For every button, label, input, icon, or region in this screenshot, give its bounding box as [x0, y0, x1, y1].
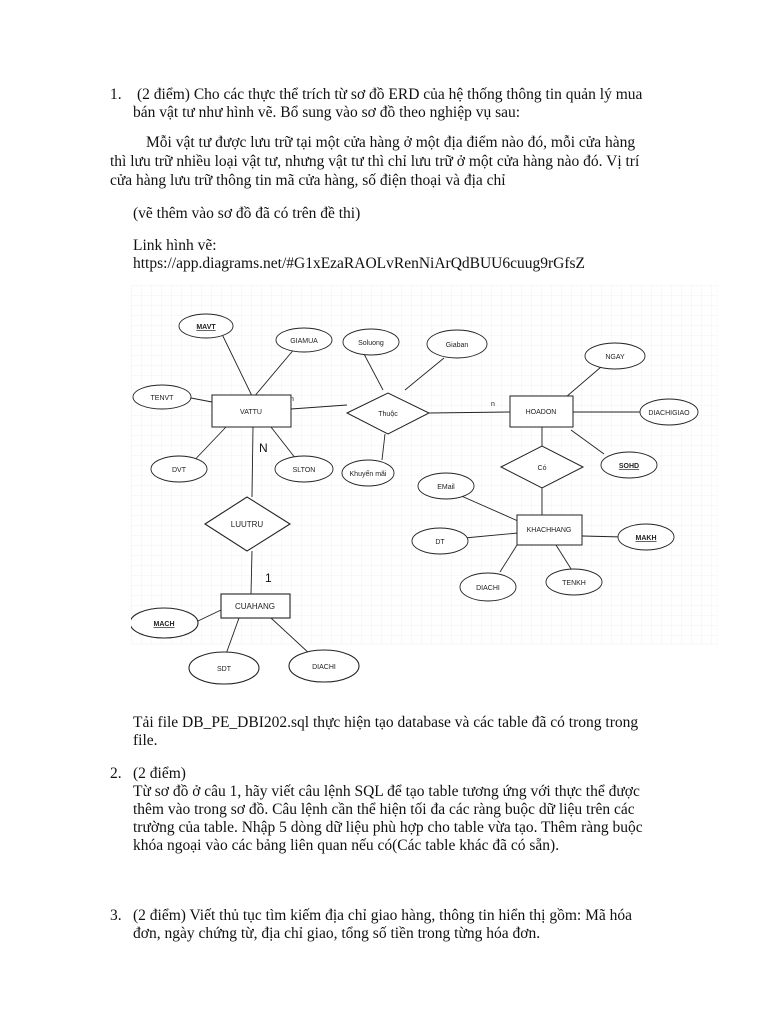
entity-hoadon[interactable]	[510, 396, 573, 427]
attribute-diachigiao-label: DIACHIGIAO	[648, 410, 690, 417]
attribute-khuyenmai-label: Khuyến mãi	[349, 471, 387, 478]
attribute-diachigiao[interactable]	[640, 399, 698, 425]
entity-hoadon-label: HOADON	[525, 409, 557, 416]
attribute-dvt[interactable]	[151, 456, 207, 482]
attribute-mach[interactable]	[131, 608, 198, 638]
attribute-diachi-kh-label: DIACHI	[476, 585, 500, 592]
cardinality-vattu-luutru: N	[259, 441, 268, 455]
diagram-note: (vẽ thêm vào sơ đồ đã có trên đề thi)	[133, 205, 361, 222]
question-2-line-2: Từ sơ đồ ở câu 1, hãy viết câu lệnh SQL để tạo table tương ứng với thực thể được	[133, 783, 640, 800]
requirement-line-3: cửa hàng lưu trữ thông tin mã cửa hàng, số điện thoại và địa chỉ	[110, 172, 506, 189]
attribute-ngay[interactable]	[585, 343, 645, 369]
attribute-sohd[interactable]	[601, 452, 657, 478]
entity-vattu[interactable]	[212, 395, 291, 427]
relationship-co-label: Có	[537, 465, 547, 472]
question-2-line-5: khóa ngoại vào các bảng liên quan nếu có(Các table khác đã có sẵn).	[133, 837, 560, 854]
question-2-line-4: trường của table. Nhập 5 dòng dữ liệu phù hợp cho table vừa tạo. Thêm ràng buộc	[133, 819, 643, 836]
question-1-line-1: (2 điểm) Cho các thực thể trích từ sơ đồ ERD của hệ thống thông tin quản lý mua	[137, 86, 643, 103]
attribute-khuyenmai[interactable]	[342, 460, 394, 486]
attribute-soluong[interactable]	[343, 329, 399, 355]
question-3-number: 3.	[110, 907, 122, 924]
attribute-mavt-label: MAVT	[196, 324, 216, 331]
cardinality-luutru-cuahang: 1	[265, 571, 272, 585]
attribute-makh[interactable]	[618, 524, 674, 550]
attribute-sdt-label: SDT	[217, 666, 231, 673]
attribute-slton[interactable]	[275, 456, 333, 482]
entity-cuahang-label: CUAHANG	[234, 602, 276, 611]
attribute-tenvt[interactable]	[133, 385, 191, 409]
attribute-dvt-label: DVT	[172, 467, 186, 474]
erd-diagram	[131, 285, 718, 702]
attribute-diachi-kh[interactable]	[460, 573, 516, 601]
cardinality-thuoc-hoadon: n	[491, 401, 495, 408]
attribute-soluong-label: Soluong	[358, 340, 384, 347]
attribute-mavt[interactable]	[179, 314, 233, 338]
attribute-diachi-ch[interactable]	[289, 650, 359, 682]
attribute-diachi-ch-label: DIACHI	[312, 664, 336, 671]
question-1-number: 1.	[110, 86, 122, 103]
attribute-slton-label: SLTON	[292, 467, 316, 474]
attribute-giaban[interactable]	[427, 330, 487, 358]
attribute-giamua-label: GIAMUA	[290, 338, 318, 345]
entity-khachhang-label: KHACHHANG	[526, 527, 572, 534]
entity-vattu-label: VATTU	[240, 409, 262, 416]
attribute-mach-label: MACH	[153, 621, 175, 628]
cardinality-vattu-thuoc: n	[290, 396, 294, 403]
entity-cuahang[interactable]	[221, 594, 290, 618]
attribute-tenkh[interactable]	[546, 569, 602, 595]
attribute-tenvt-label: TENVT	[150, 395, 174, 402]
attribute-giamua[interactable]	[276, 328, 332, 352]
requirement-line-2: thì lưu trữ nhiều loại vật tư, nhưng vật tư thì chỉ lưu trữ ở một cửa hàng nào đó. Vị trí	[110, 153, 640, 170]
question-3-line-2: đơn, ngày chứng từ, địa chỉ giao, tổng số tiền trong từng hóa đơn.	[133, 925, 541, 942]
attribute-sohd-label: SOHD	[618, 463, 640, 470]
attribute-giaban-label: Giaban	[445, 342, 469, 349]
attribute-ngay-label: NGAY	[605, 354, 625, 361]
question-1-line-2: bán vật tư như hình vẽ. Bổ sung vào sơ đồ theo nghiệp vụ sau:	[133, 104, 521, 121]
relationship-luutru-label: LUUTRU	[230, 520, 264, 529]
attribute-dt-label: DT	[435, 539, 445, 546]
question-2-line-3: thêm vào trong sơ đồ. Câu lệnh cần thể hiện tối đa các ràng buộc dữ liệu trên các	[133, 801, 635, 818]
link-label: Link hình vẽ:	[133, 237, 217, 254]
attribute-email[interactable]	[418, 473, 474, 499]
attribute-makh-label: MAKH	[635, 535, 657, 542]
attribute-dt[interactable]	[412, 528, 468, 554]
attribute-tenkh-label: TENKH	[562, 580, 586, 587]
entity-khachhang[interactable]	[517, 515, 582, 545]
question-2-number: 2.	[110, 765, 122, 782]
attribute-email-label: EMail	[437, 484, 455, 491]
task-line-1: Tải file DB_PE_DBI202.sql thực hiện tạo database và các table đã có trong trong	[133, 714, 639, 731]
question-2-line-1: (2 điểm)	[133, 765, 186, 782]
question-3-line-1: (2 điểm) Viết thủ tục tìm kiếm địa chỉ giao hàng, thông tin hiển thị gồm: Mã hóa	[133, 907, 633, 924]
attribute-sdt[interactable]	[189, 652, 259, 684]
diagram-link[interactable]: https://app.diagrams.net/#G1xEzaRAOLvRenNiArQdBUU6cuug9rGfsZ	[133, 255, 586, 272]
requirement-line-1: Mỗi vật tư được lưu trữ tại một cửa hàng ở một địa điểm nào đó, mỗi cửa hàng	[146, 134, 636, 151]
task-line-2: file.	[133, 732, 158, 749]
relationship-thuoc-label: Thuộc	[378, 411, 398, 418]
